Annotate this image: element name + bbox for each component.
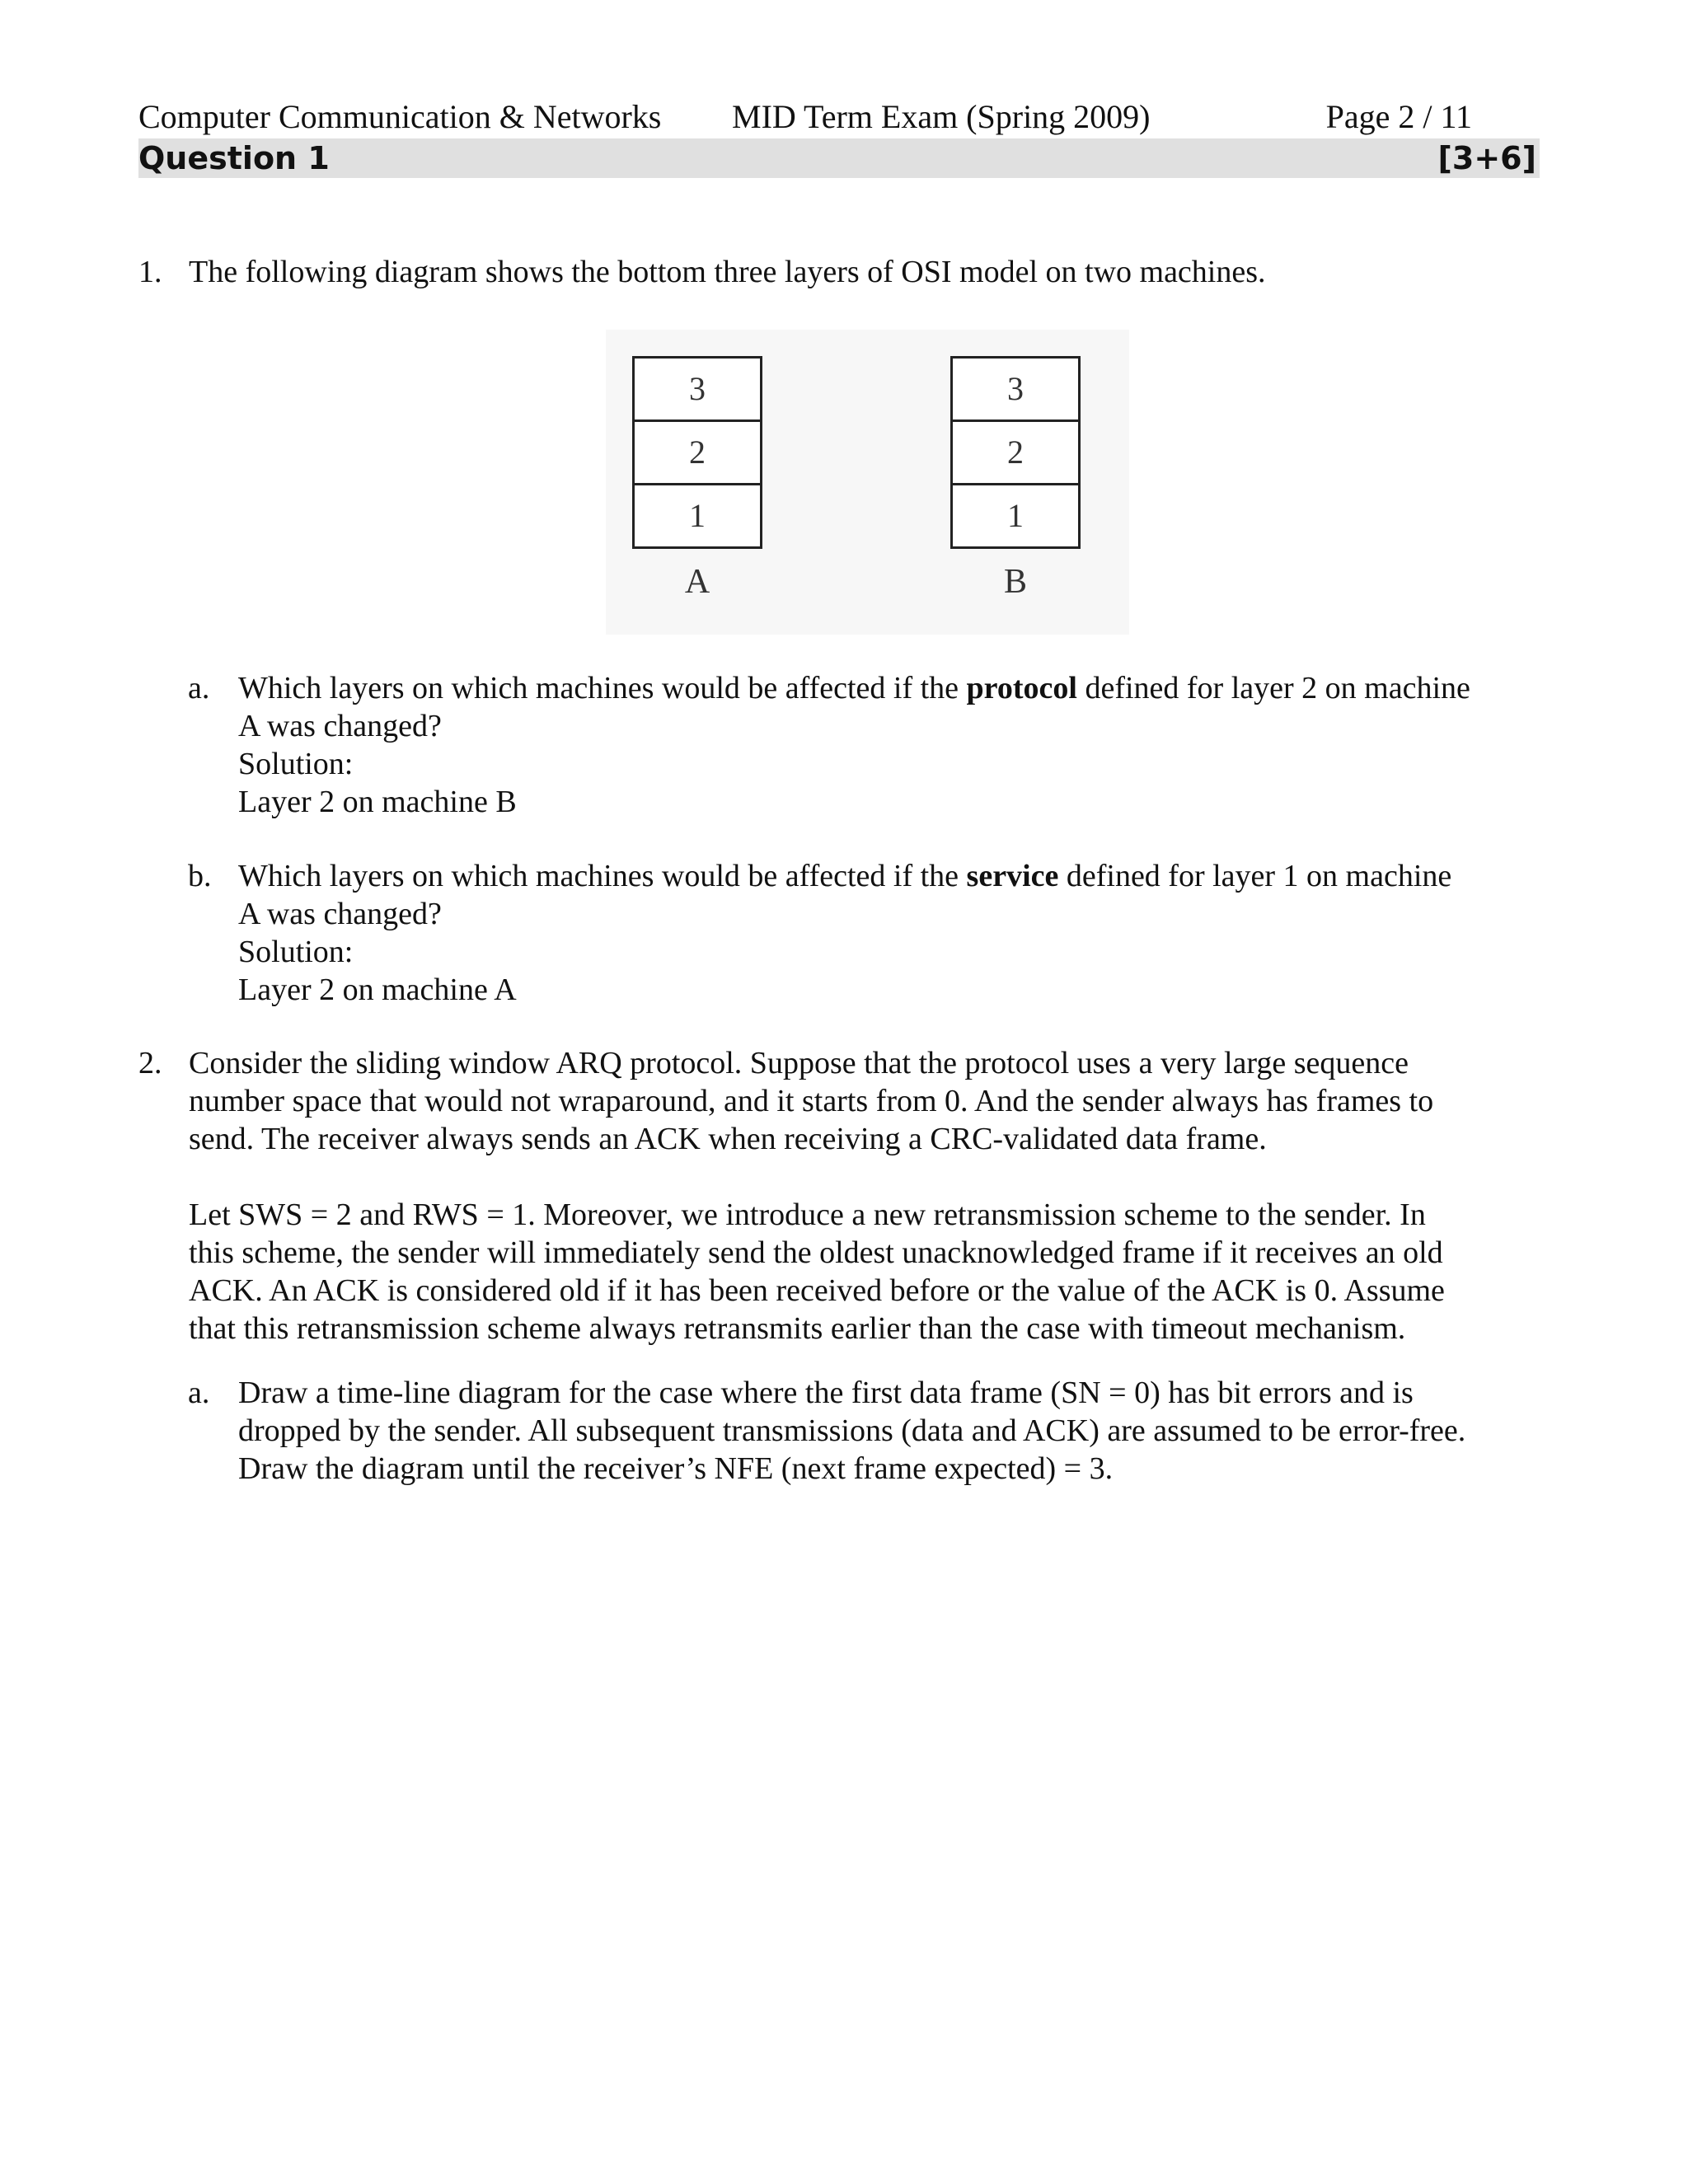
machine-b-stack: [950, 356, 1081, 607]
machine-a-layer-2: 2: [632, 419, 762, 485]
q1-part-b-line2: A was changed?: [238, 897, 442, 931]
q2-body: [189, 1044, 1540, 1347]
machine-b-label: B: [1003, 563, 1027, 601]
q1-part-b-letter: b.: [188, 859, 212, 893]
q2-para2-line: this scheme, the sender will immediately send the oldest unacknowledged frame if it receives an old: [189, 1235, 1443, 1270]
q1-part-b-keyword: service: [966, 859, 1059, 893]
q2-para2-line: ACK. An ACK is considered old if it has been received before or the value of the ACK is 0. Assume: [189, 1273, 1445, 1308]
page-header: [138, 97, 1540, 137]
q1-item: [138, 253, 1540, 291]
question-marks: [3+6]: [1437, 140, 1536, 176]
q2-para2-line: Let SWS = 2 and RWS = 1. Moreover, we introduce a new retransmission scheme to the sender. In: [189, 1197, 1426, 1232]
osi-layers-diagram: [606, 330, 1129, 635]
q2-number: 2.: [138, 1046, 162, 1080]
q2-para1-line: number space that would not wraparound, and it starts from 0. And the sender always has frames to: [189, 1084, 1434, 1118]
q1-part-a-body: [238, 669, 1540, 821]
q1-part-a-text-before: Which layers on which machines would be affected if the: [238, 671, 967, 705]
q2-para2-line: that this retransmission scheme always retransmits earlier than the case with timeout mechanism.: [189, 1311, 1406, 1346]
q1-part-a-keyword: protocol: [966, 671, 1077, 705]
q2-para1-line: send. The receiver always sends an ACK when receiving a CRC-validated data frame.: [189, 1122, 1267, 1156]
machine-b-layer-3: 3: [950, 356, 1081, 422]
q1-part-b-text-after: defined for layer 1 on machine: [1058, 859, 1452, 893]
q1-part-a-solution-label: Solution:: [238, 747, 354, 781]
q1-part-b-body: [238, 857, 1540, 1009]
exam-title: MID Term Exam (Spring 2009): [732, 98, 1151, 135]
q2-para1-line: Consider the sliding window ARQ protocol. Suppose that the protocol uses a very large sequence: [189, 1046, 1409, 1080]
q1-part-b-solution: Layer 2 on machine A: [238, 972, 517, 1007]
machine-a-layer-1: 1: [632, 483, 762, 549]
q1-part-a-text-after: defined for layer 2 on machine: [1076, 671, 1470, 705]
question-title: Question 1: [138, 140, 330, 176]
q2-part-a-body: [238, 1374, 1540, 1488]
machine-a-layer-3: 3: [632, 356, 762, 422]
page-number: Page 2 / 11: [1325, 98, 1472, 135]
q1-part-a-line2: A was changed?: [238, 709, 442, 743]
machine-a-stack: [632, 356, 762, 607]
machine-b-layer-2: 2: [950, 419, 1081, 485]
paragraph-spacer: [189, 1158, 1540, 1196]
q2-part-a-line: Draw a time-line diagram for the case where the first data frame (SN = 0) has bit errors and is: [238, 1376, 1414, 1410]
q1-part-a-solution: Layer 2 on machine B: [238, 785, 517, 819]
machine-a-label: A: [684, 563, 710, 601]
machine-b-layer-1: 1: [950, 483, 1081, 549]
course-title: Computer Communication & Networks: [138, 98, 662, 135]
q1-part-b-question: [238, 857, 1540, 895]
q2-part-a-line: Draw the diagram until the receiver’s NFE (next frame expected) = 3.: [238, 1451, 1114, 1486]
q1-number: 1.: [138, 255, 162, 289]
q1-part-b-solution-label: Solution:: [238, 935, 354, 969]
q1-part-b: [188, 857, 1540, 1014]
q2-part-a-line: dropped by the sender. All subsequent transmissions (data and ACK) are assumed to be error-free.: [238, 1413, 1466, 1448]
q2-part-a-letter: a.: [188, 1376, 210, 1410]
q1-part-a-letter: a.: [188, 671, 210, 705]
q2-item: [138, 1044, 1540, 1390]
q1-text: The following diagram shows the bottom three layers of OSI model on two machines.: [189, 255, 1266, 289]
q1-part-b-text-before: Which layers on which machines would be affected if the: [238, 859, 967, 893]
q1-part-a: [188, 669, 1540, 826]
q2-part-a: [188, 1374, 1540, 1489]
question-heading-bar: [138, 138, 1540, 178]
q1-part-a-question: [238, 669, 1540, 707]
